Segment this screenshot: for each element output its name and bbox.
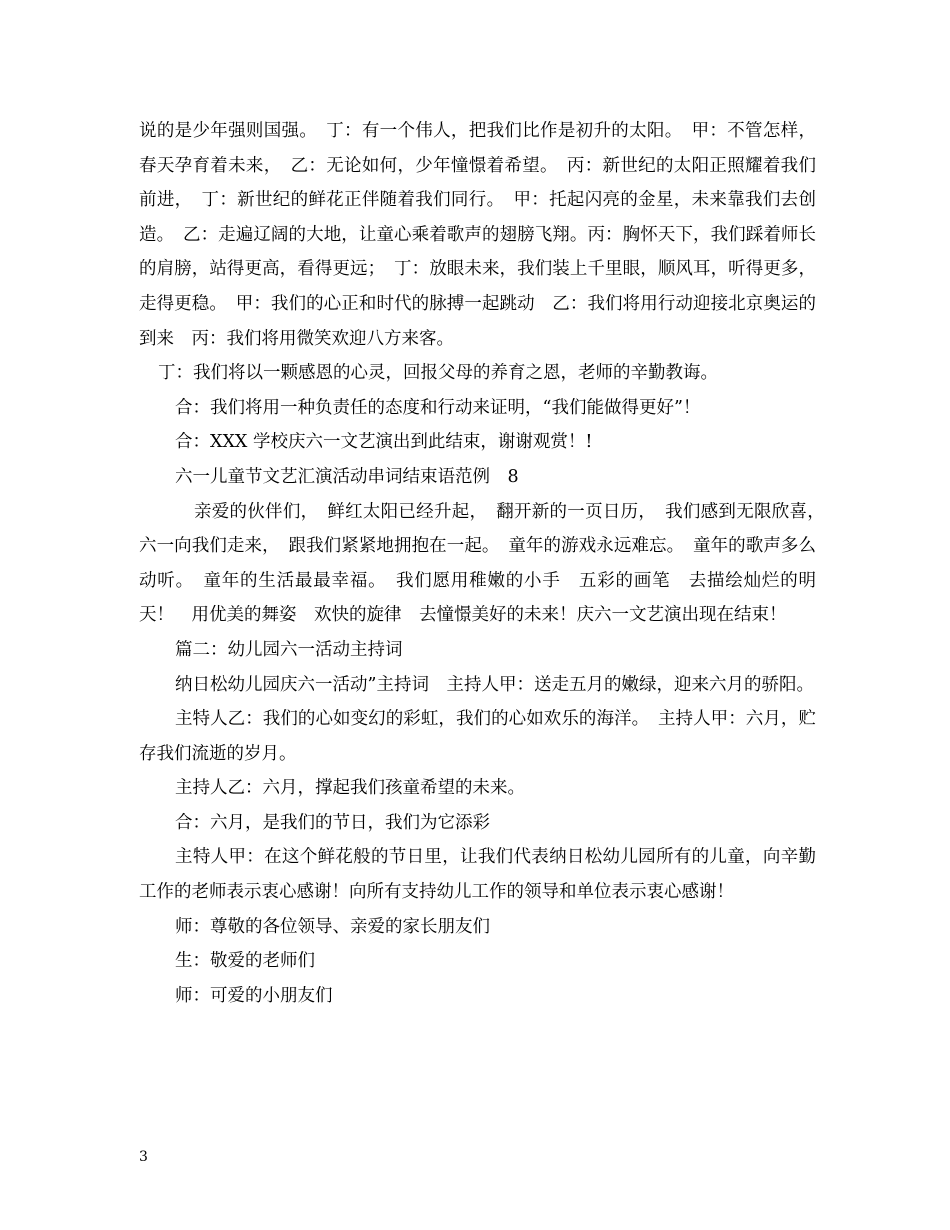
paragraph-host-a-thanks: 主特人甲：在这个鲜花般的节日里，让我们代表纳日松幼儿园所有的儿童，向辛勤工作的老师表示衷心感谢！向所有支持幼儿工作的领导和单位表示衷心感谢！ [139, 847, 816, 903]
paragraph-ding-closing: 丁：我们将以一颗感恩的心灵，回报父母的养育之恩，老师的辛勤教诲。 [158, 363, 718, 384]
paragraph-he-end: 合：XXX 学校庆六一文艺演出到此结束，谢谢观赏！! [175, 432, 593, 453]
section-heading-part-two: 篇二：幼儿园六一活动主持词 [175, 639, 403, 660]
paragraph-host-a-intro: 纳日松幼儿园庆六一活动”主持词 主持人甲：送走五月的嫩绿，迎来六月的骄阳。 [175, 674, 814, 695]
paragraph-teacher-greeting: 师：尊敬的各位领导、亲爱的家长朋友们 [175, 916, 490, 937]
section-heading-example-8: 六一儿童节文艺汇演活动串词结束语范例 8 [175, 466, 519, 487]
paragraph-teacher-children: 师：可爱的小朋友们 [175, 985, 333, 1006]
paragraph-he-promise: 合：我们将用一种负责任的态度和行动来证明，“我们能做得更好”！ [175, 397, 701, 418]
paragraph-dialogue-block: 说的是少年强则国强。 丁：有一个伟人，把我们比作是初升的太阳。 甲：不管怎样，春天孕育着未来， 乙：无论如何，少年憧憬着希望。 丙：新世纪的太阳正照耀着我们前进， 丁：新世纪的鲜花正伴随着我们同行。 甲：托起闪亮的金星，未来靠我们去创造。 乙：走遍辽阔的大地，让童心乘着歌声的翅膀飞翔。丙：胸怀天下，我们踩着师长的肩膀，站得更高，看得更远； 丁：放眼未来，我们装上千里眼，顺风耳，听得更多，走得更稳。 甲：我们的心正和时代的脉搏一起跳动 乙：我们将用行动迎接北京奥运的到来 丙：我们将用微笑欢迎八方来客。 [139, 121, 816, 349]
paragraph-he-june: 合：六月，是我们的节日，我们为它添彩 [175, 812, 490, 833]
paragraph-student-greeting: 生：敬爱的老师们 [175, 951, 315, 972]
paragraph-example-8-body: 亲爱的伙伴们， 鲜红太阳已经升起， 翻开新的一页日历， 我们感到无限欣喜， 六一向我们走来， 跟我们紧紧地拥抱在一起。 童年的游戏永远难忘。 童年的歌声多么动听。 童年的生活最最幸福。 我们愿用稚嫩的小手 五彩的画笔 去描绘灿烂的明天！ 用优美的舞姿 欢快的旋律 去憧憬美好的未来！庆六一文艺演出现在结束！ [139, 501, 834, 626]
paragraph-host-b-june: 主持人乙：六月，撑起我们孩童希望的未来。 [175, 778, 525, 799]
document-body [139, 114, 834, 1013]
page-number: 3 [139, 1149, 148, 1165]
paragraph-host-b-rainbow: 主特人乙：我们的心如变幻的彩虹，我们的心如欢乐的海洋。 主持人甲：六月，贮存我们流逝的岁月。 [139, 709, 816, 764]
